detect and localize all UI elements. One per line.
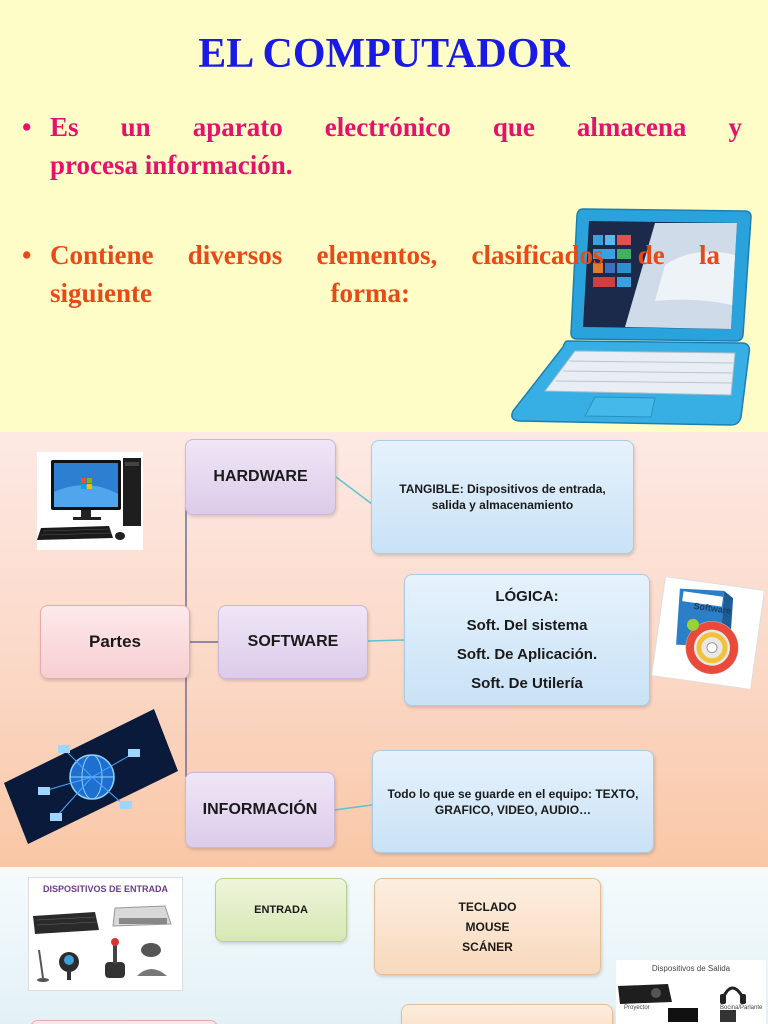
- branch-informacion: INFORMACIÓN: [185, 772, 335, 848]
- entrada-items: [374, 878, 601, 975]
- slide-parts-diagram: [0, 432, 768, 867]
- hardware-detail: TANGIBLE: Dispositivos de entrada, salida y almacenamiento: [371, 440, 634, 554]
- output-devices-icon: [616, 974, 766, 1022]
- root-partes: Partes: [40, 605, 190, 679]
- informacion-detail: Todo lo que se guarde en el equipo: TEXTO, GRAFICO, VIDEO, AUDIO…: [372, 750, 654, 853]
- bullet-definition-line-1: Es un aparato electrónico que almacena y: [50, 112, 742, 142]
- software-detail: [404, 574, 650, 706]
- bullet-classification-line-1: Contiene diversos elementos, clasificados de la: [50, 240, 720, 270]
- slide-devices: [0, 867, 768, 1024]
- salida-root-box: [30, 1020, 218, 1024]
- network-globe-icon: [4, 709, 178, 844]
- salida-items-box: [401, 1004, 613, 1024]
- software-box-label: Software: [692, 600, 732, 616]
- entrada-item-mouse: MOUSE: [465, 919, 510, 934]
- output-devices-panel: [616, 960, 766, 1024]
- input-devices-panel-title: DISPOSITIVOS DE ENTRADA: [42, 884, 168, 894]
- bullet-classification-line-2: siguiente forma:: [50, 278, 410, 308]
- branch-software: SOFTWARE: [218, 605, 368, 679]
- slide-intro: EL COMPUTADOR • Es un aparato electrónico que almacena y procesa información. • Contiene diversos elementos, clasificados de la siguiente forma:: [0, 0, 768, 432]
- software-detail-line-2: Soft. Del sistema: [466, 617, 588, 634]
- entrada-item-teclado: TECLADO: [458, 899, 517, 914]
- desktop-pc-icon: [37, 452, 143, 550]
- input-devices-icon: [29, 898, 182, 988]
- page-title: EL COMPUTADOR: [198, 31, 570, 77]
- output-caption-proyector: Proyector: [624, 1005, 650, 1011]
- bullet-definition-line-2: procesa información.: [50, 150, 293, 180]
- branch-hardware: HARDWARE: [185, 439, 336, 515]
- software-detail-line-4: Soft. De Utilería: [471, 675, 583, 692]
- output-devices-panel-title: Dispositivos de Salida: [651, 964, 731, 973]
- entrada-item-scaner: SCÁNER: [462, 939, 513, 954]
- input-devices-panel: [28, 877, 183, 991]
- entrada-box: ENTRADA: [215, 878, 347, 942]
- output-caption-bocina: Bocina/Parlante: [720, 1005, 763, 1011]
- software-box-icon: [652, 577, 764, 689]
- software-detail-line-3: Soft. De Aplicación.: [456, 646, 598, 663]
- software-detail-line-1: LÓGICA:: [495, 588, 559, 605]
